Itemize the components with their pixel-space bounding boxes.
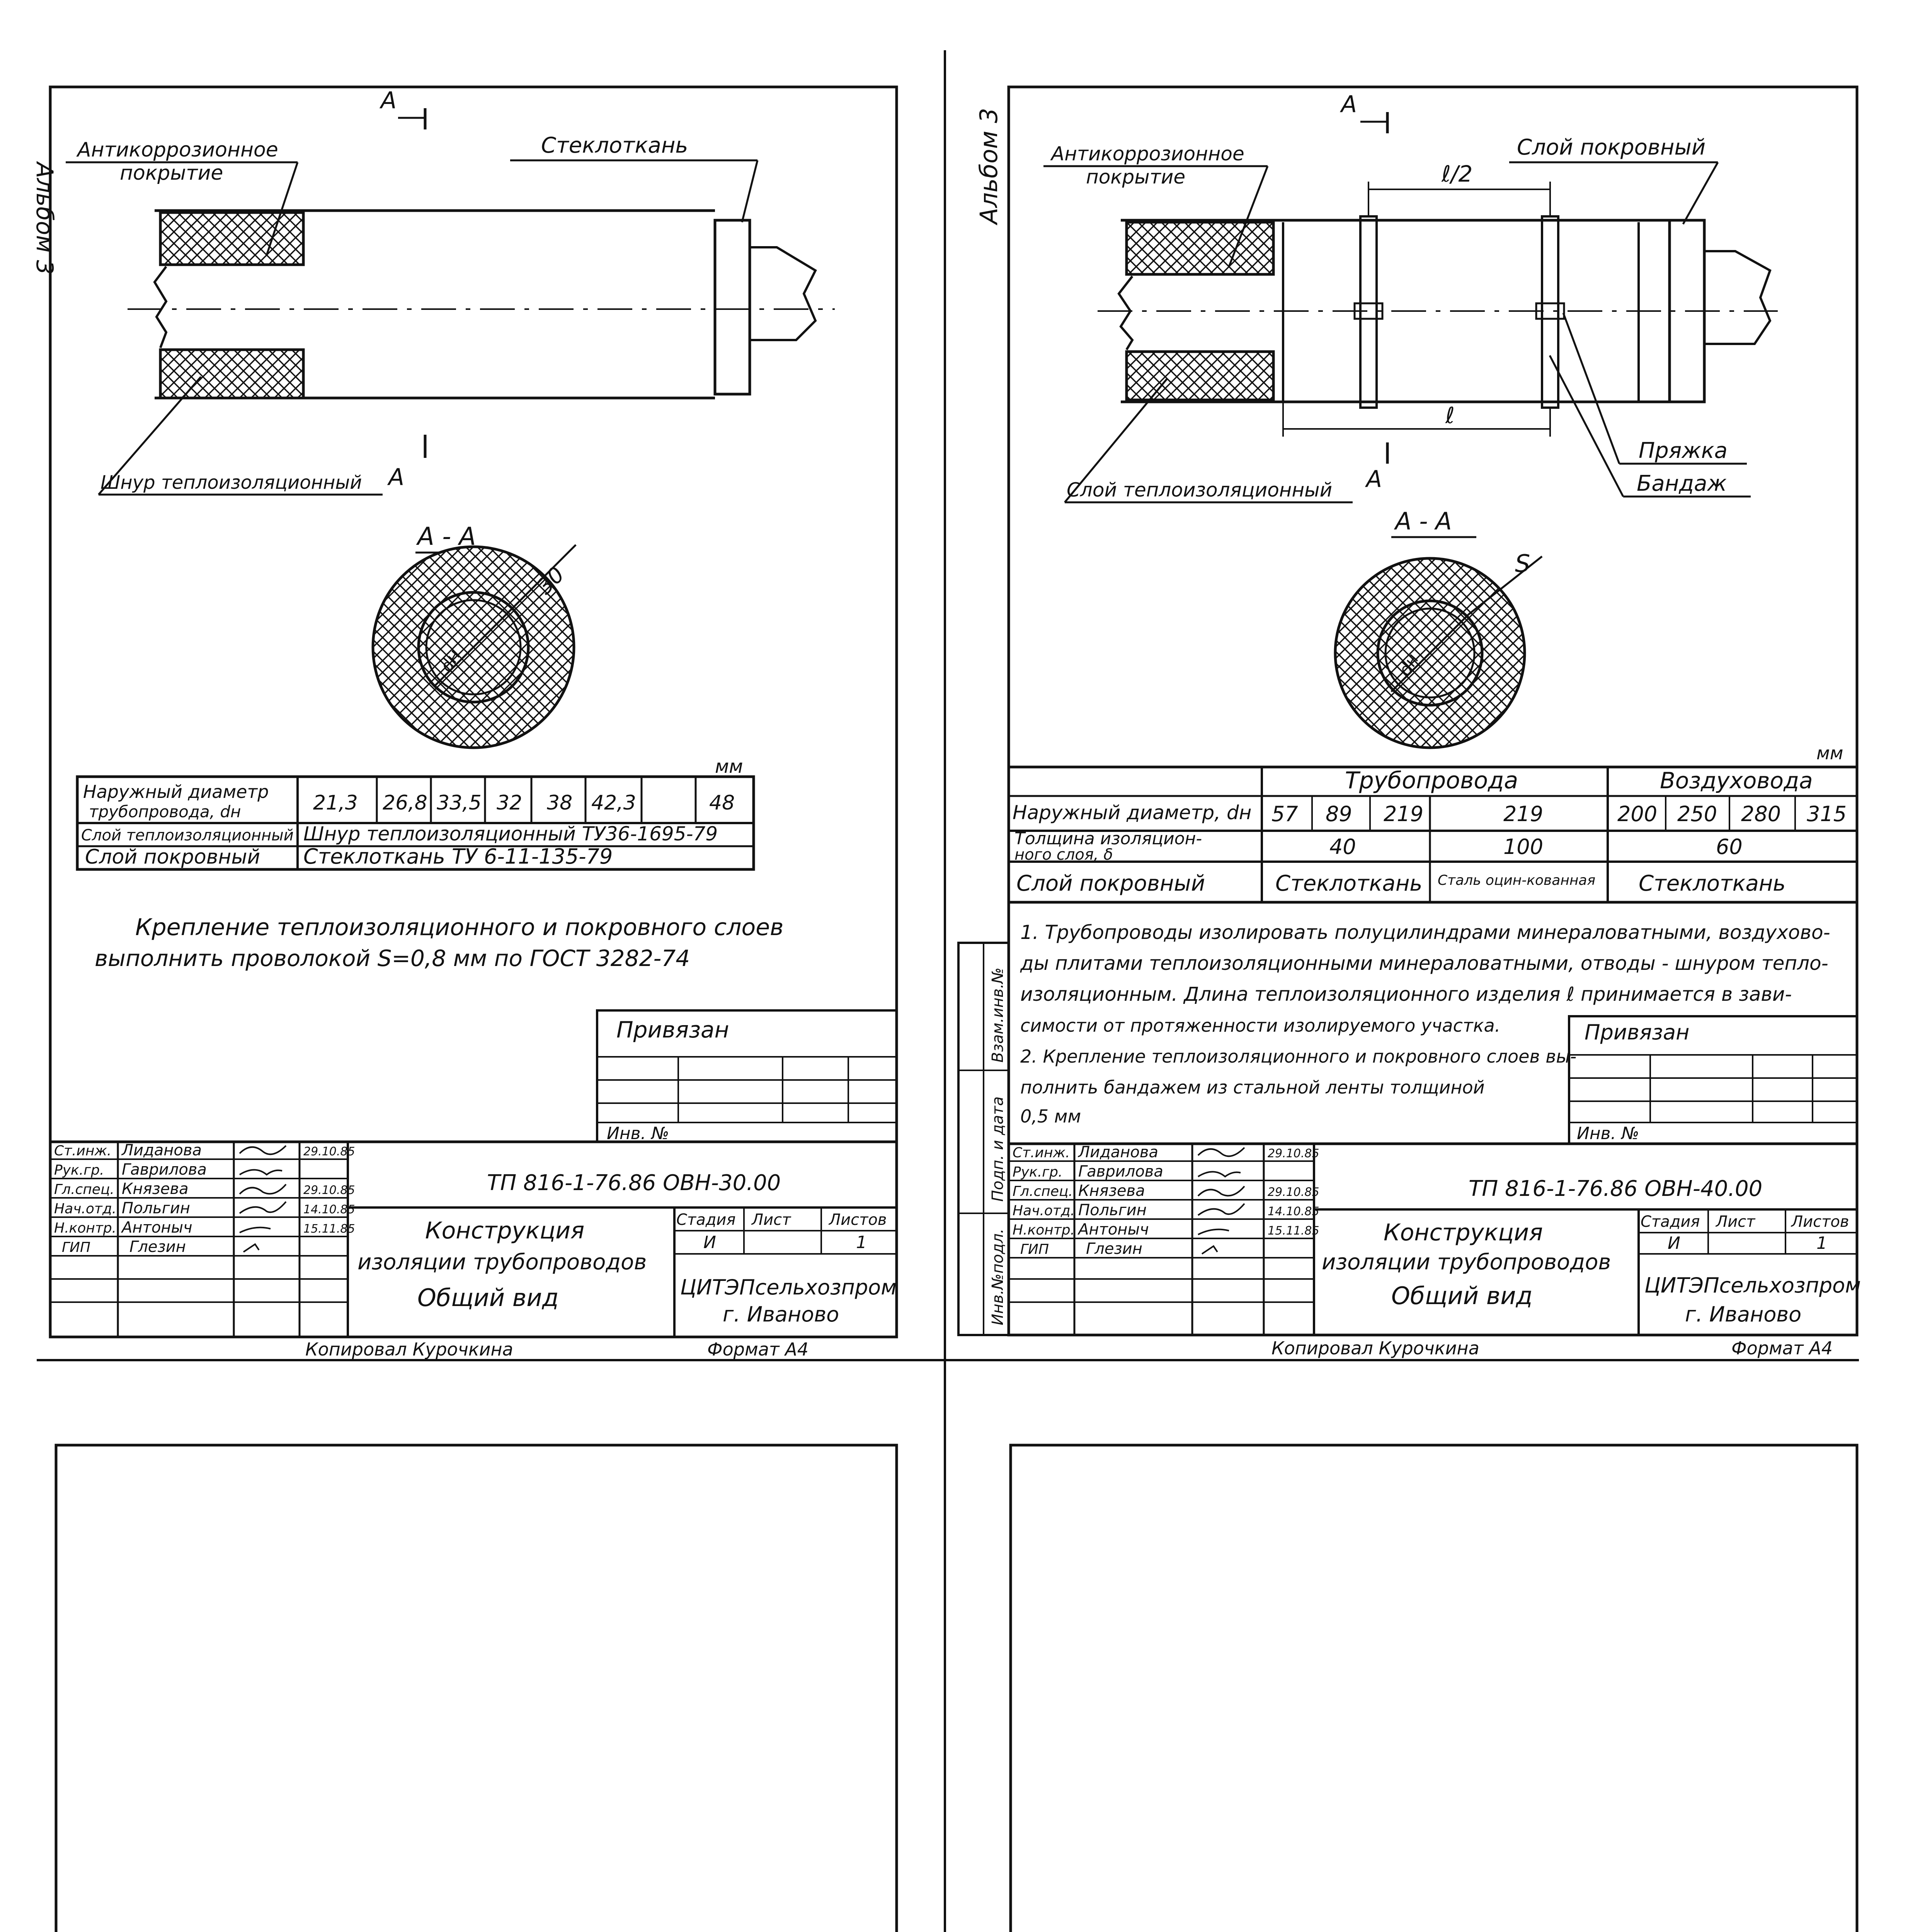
- left-date-5: 15.11.85: [303, 1222, 355, 1236]
- right-table-diameter-6: 250: [1677, 802, 1717, 826]
- right-role-2: Рук.гр.: [1013, 1164, 1063, 1180]
- right-name-5: Антоныч: [1078, 1221, 1149, 1238]
- right-signature-5: [1198, 1230, 1229, 1235]
- left-diameter-table: [77, 756, 754, 869]
- right-table-diameter-4: 219: [1503, 802, 1544, 826]
- left-section-mark-bottom: А: [388, 464, 405, 491]
- right-role-5: Н.контр.: [1013, 1222, 1075, 1238]
- right-inv-label: Инв. №: [1577, 1124, 1639, 1143]
- right-band-2: [1542, 216, 1558, 408]
- right-signature-2: [1198, 1172, 1241, 1177]
- right-table-row3-label: Слой покровный: [1016, 871, 1205, 896]
- right-table-diameter-7: 280: [1741, 802, 1781, 826]
- right-signature-6: [1202, 1246, 1217, 1254]
- left-table-diameter-7: 48: [709, 791, 735, 815]
- right-section-title: А - А: [1395, 507, 1452, 535]
- left-role-2: Рук.гр.: [54, 1162, 104, 1178]
- left-table-diameter-4: 32: [497, 791, 523, 815]
- right-section-dim-thickness: S: [1515, 549, 1530, 578]
- left-title-block: [50, 1141, 897, 1337]
- right-anticorrosion-layer-top: [1127, 222, 1273, 274]
- right-note-line-6: полнить бандажем из стальной ленты толщиной: [1020, 1077, 1485, 1098]
- left-cord-label: Шнур теплоизоляционный: [100, 472, 362, 493]
- right-role-1: Ст.инж.: [1013, 1145, 1070, 1161]
- right-half-length-label: ℓ/2: [1442, 161, 1473, 187]
- left-doc-title-3: Общий вид: [417, 1284, 559, 1312]
- left-note-2: выполнить проволокой S=0,8 мм по ГОСТ 3282-74: [95, 945, 690, 971]
- left-signature-6: [243, 1244, 259, 1252]
- right-doc-title-3: Общий вид: [1391, 1282, 1533, 1310]
- left-org-2: г. Иваново: [723, 1302, 839, 1327]
- left-glassfabric-label: Стеклоткань: [541, 133, 688, 158]
- left-date-4: 14.10.85: [303, 1203, 355, 1216]
- right-section-mark-top: А: [1341, 91, 1357, 118]
- right-format: Формат А4: [1731, 1338, 1833, 1359]
- left-note-1: Крепление теплоизоляционного и покровного слоев: [135, 914, 784, 941]
- left-sheet-label: Лист: [752, 1211, 791, 1229]
- left-anticorrosion-layer-top: [160, 213, 303, 265]
- left-signature-5: [240, 1228, 271, 1233]
- left-signature-1: [240, 1146, 286, 1154]
- left-role-1: Ст.инж.: [54, 1143, 112, 1159]
- left-privyazan-label: Привязан: [616, 1017, 729, 1043]
- left-table-row1-label-2: трубопровода, dн: [89, 802, 241, 821]
- right-name-6: Глезин: [1086, 1240, 1142, 1258]
- right-notes: [1020, 921, 1830, 1127]
- right-role-4: Нач.отд.: [1013, 1203, 1075, 1219]
- left-role-5: Н.контр.: [54, 1220, 117, 1236]
- right-signature-1: [1198, 1148, 1244, 1156]
- left-doc-title-2: изоляции трубопроводов: [357, 1250, 647, 1275]
- right-copied-by: Копировал Курочкина: [1271, 1338, 1479, 1359]
- right-date-5: 15.11.85: [1268, 1224, 1319, 1238]
- left-section-aa: [373, 522, 576, 748]
- right-privyazan-block: [1569, 1016, 1857, 1144]
- left-signature-3: [240, 1184, 286, 1194]
- right-title-block: [1009, 1143, 1861, 1335]
- right-org-1: ЦИТЭПсельхозпром: [1644, 1273, 1861, 1298]
- right-table-diameter-3: 219: [1384, 802, 1424, 826]
- left-stage-label: Стадия: [676, 1211, 736, 1229]
- left-table-diameter-6: 42,3: [591, 791, 636, 815]
- left-doc-title-1: Конструкция: [425, 1217, 585, 1244]
- right-table-diameter-5: 200: [1617, 802, 1658, 826]
- right-side-stamps: [958, 943, 1009, 1335]
- left-doc-code: ТП 816-1-76.86 ОВН-30.00: [487, 1170, 781, 1196]
- right-stamp-inv-orig: Инв.№подл.: [989, 1228, 1007, 1325]
- left-date-3: 29.10.85: [303, 1184, 355, 1197]
- left-table-row2-value: Шнур теплоизоляционный ТУ36-1695-79: [303, 823, 718, 845]
- right-doc-title-1: Конструкция: [1384, 1219, 1543, 1246]
- right-band-1: [1360, 216, 1377, 408]
- right-sheet-label: Лист: [1716, 1213, 1755, 1231]
- left-table-row3-label: Слой покровный: [85, 845, 260, 869]
- left-date-1: 29.10.85: [303, 1145, 355, 1158]
- left-name-3: Князева: [122, 1180, 189, 1198]
- left-name-6: Глезин: [129, 1238, 186, 1256]
- right-name-3: Князева: [1078, 1182, 1145, 1200]
- right-anticorrosion-label-2: покрытие: [1086, 166, 1186, 188]
- right-length-label: ℓ: [1445, 402, 1455, 429]
- left-signature-2: [240, 1170, 282, 1175]
- right-privyazan-label: Привязан: [1585, 1020, 1690, 1044]
- left-role-6: ГИП: [62, 1240, 91, 1255]
- right-section-dim-diameter: dн: [1395, 650, 1423, 679]
- left-sheets-label: Листов: [829, 1211, 887, 1229]
- left-table-row1-label-1: Наружный диаметр: [83, 781, 269, 802]
- left-sheet: [31, 87, 897, 1360]
- right-cover-layer-label: Слой покровный: [1517, 135, 1706, 160]
- right-buckle-label: Пряжка: [1639, 438, 1728, 463]
- right-section-aa: [1335, 507, 1542, 748]
- left-section-mark-top: А: [381, 87, 397, 114]
- right-table-row2-label-1: Толщина изоляцион-: [1014, 829, 1202, 849]
- right-table-thickness-2: 100: [1503, 835, 1544, 859]
- left-table-diameter-1: 21,3: [313, 791, 358, 815]
- left-name-2: Гаврилова: [122, 1161, 207, 1179]
- right-note-line-7: 0,5 мм: [1020, 1106, 1081, 1127]
- left-role-3: Гл.спец.: [54, 1182, 114, 1197]
- right-album-label: Альбом 3: [975, 108, 1003, 224]
- right-diameter-table: [1009, 743, 1857, 902]
- right-sheet: [958, 87, 1861, 1359]
- right-table-thickness-1: 40: [1329, 835, 1356, 859]
- left-format: Формат А4: [707, 1339, 808, 1360]
- right-insulation-layer-bottom: [1127, 352, 1273, 400]
- right-stamp-sign-date: Подп. и дата: [989, 1096, 1007, 1202]
- right-anticorrosion-label-1: Антикоррозионное: [1051, 143, 1244, 165]
- left-name-1: Лиданова: [122, 1141, 202, 1159]
- left-role-4: Нач.отд.: [54, 1201, 117, 1217]
- left-inv-label: Инв. №: [607, 1124, 669, 1143]
- left-units: мм: [715, 756, 743, 777]
- right-table-diameter-8: 315: [1807, 802, 1847, 826]
- right-date-4: 14.10.85: [1268, 1205, 1319, 1218]
- right-units: мм: [1816, 743, 1843, 764]
- right-stage-value: И: [1668, 1233, 1680, 1253]
- right-date-3: 29.10.85: [1268, 1185, 1319, 1199]
- right-insulating-layer-label: Слой теплоизоляционный: [1067, 479, 1333, 501]
- left-table-row3-value: Стеклоткань ТУ 6-11-135-79: [303, 844, 613, 869]
- left-table-row2-label: Слой теплоизоляционный: [81, 827, 294, 844]
- right-signature-4: [1198, 1204, 1244, 1215]
- left-table-diameter-3: 33,5: [437, 791, 482, 815]
- left-signature-4: [240, 1202, 286, 1213]
- right-sheets-value: 1: [1816, 1233, 1827, 1253]
- left-section-dim-diameter: dн: [436, 646, 465, 675]
- right-table-group2: Воздуховода: [1660, 767, 1813, 794]
- bottom-left-empty-frame: [56, 1445, 897, 1932]
- left-table-diameter-5: 38: [547, 791, 573, 815]
- right-role-6: ГИП: [1020, 1242, 1049, 1257]
- right-table-thickness-3: 60: [1716, 835, 1743, 859]
- right-sheets-label: Листов: [1791, 1213, 1849, 1231]
- right-table-diameter-2: 89: [1326, 802, 1352, 826]
- right-doc-title-2: изоляции трубопроводов: [1322, 1250, 1611, 1275]
- bottom-right-empty-frame: [1011, 1445, 1857, 1932]
- left-anticorrosion-label-2: покрытие: [120, 162, 223, 185]
- right-table-diameter-1: 57: [1271, 802, 1298, 826]
- right-section-mark-bottom: А: [1366, 466, 1382, 493]
- right-doc-code: ТП 816-1-76.86 ОВН-40.00: [1469, 1176, 1763, 1201]
- right-name-2: Гаврилова: [1078, 1163, 1163, 1180]
- right-stage-label: Стадия: [1641, 1213, 1700, 1231]
- left-privyazan-block: [597, 1010, 897, 1143]
- right-note-line-5: 2. Крепление теплоизоляционного и покровного слоев вы-: [1020, 1046, 1577, 1067]
- left-glassfabric-end: [715, 220, 750, 394]
- left-section-dim-thickness: 30: [532, 562, 570, 600]
- right-note-line-3: изоляционным. Длина теплоизоляционного изделия ℓ принимается в зави-: [1020, 983, 1792, 1005]
- left-section-title: А - А: [417, 522, 476, 551]
- right-date-1: 29.10.85: [1268, 1147, 1319, 1160]
- left-anticorrosion-label-1: Антикоррозионное: [77, 138, 278, 162]
- right-table-row3-value-2: Сталь оцин-кованная: [1438, 872, 1596, 888]
- left-org-1: ЦИТЭПсельхозпром: [680, 1275, 897, 1299]
- right-name-1: Лиданова: [1078, 1143, 1158, 1161]
- right-band-label: Бандаж: [1637, 471, 1727, 496]
- left-table-diameter-2: 26,8: [383, 791, 427, 815]
- right-note-line-4: симости от протяженности изолируемого участка.: [1020, 1015, 1501, 1036]
- right-org-2: г. Иваново: [1685, 1302, 1802, 1327]
- right-pipe-drawing: [1043, 91, 1778, 502]
- right-signature-3: [1198, 1186, 1244, 1196]
- right-table-group1: Трубопровода: [1345, 767, 1518, 794]
- right-table-row3-value-1: Стеклоткань: [1275, 871, 1423, 896]
- right-table-row2-label-2: ного слоя, δ: [1014, 846, 1113, 864]
- left-insulation-layer-bottom: [160, 350, 303, 398]
- left-sheets-value: 1: [856, 1233, 867, 1252]
- right-table-row3-value-3: Стеклоткань: [1639, 871, 1786, 896]
- left-pipe-drawing: [66, 87, 835, 495]
- left-name-5: Антоныч: [122, 1219, 192, 1236]
- right-role-3: Гл.спец.: [1013, 1184, 1073, 1199]
- left-copied-by: Копировал Курочкина: [305, 1339, 513, 1360]
- left-stage-value: И: [703, 1233, 716, 1252]
- right-note-line-2: ды плитами теплоизоляционными минераловатными, отводы - шнуром тепло-: [1020, 952, 1828, 975]
- right-table-row1-label: Наружный диаметр, dн: [1013, 801, 1252, 824]
- right-note-line-1: 1. Трубопроводы изолировать полуцилиндрами минераловатными, воздухово-: [1020, 921, 1830, 944]
- left-album-label: Альбом 3: [31, 162, 58, 275]
- right-name-4: Польгин: [1078, 1201, 1147, 1219]
- left-name-4: Польгин: [122, 1199, 190, 1217]
- right-stamp-replace-inv: Взам.инв.№: [989, 967, 1007, 1063]
